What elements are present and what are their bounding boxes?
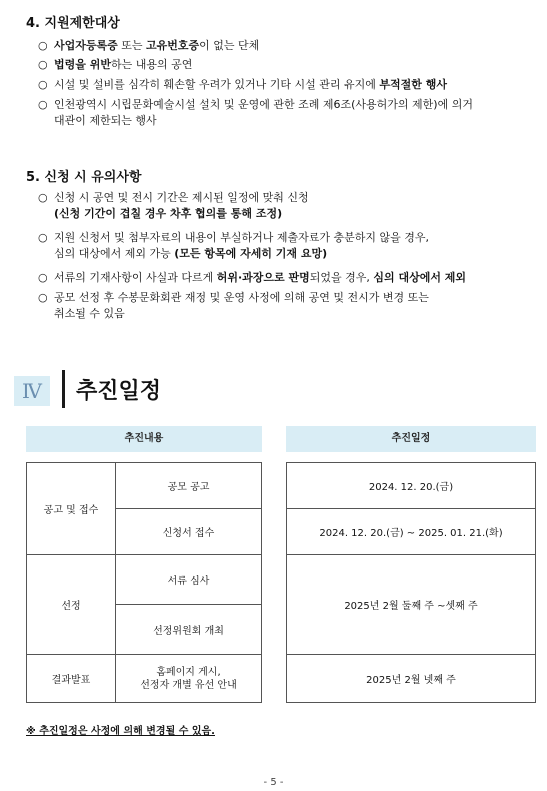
item-bold: (신청 기간이 겹칠 경우 차후 협의를 통해 조정) (54, 207, 283, 220)
chapter-title: 추진일정 (76, 379, 162, 404)
item-bold: 사업자등록증 (54, 39, 118, 52)
item-text: 또는 (117, 39, 147, 52)
circle-bullet-icon: ○ (38, 231, 48, 244)
item-text: 시설 및 설비를 심각히 훼손할 우려가 있거나 기타 시설 관리 유지에 (54, 78, 380, 91)
list-item (38, 290, 429, 322)
table-cell: 선정위원회 개최 (116, 605, 262, 655)
table-cell: 신청서 접수 (116, 509, 262, 555)
page-number: - 5 - (263, 777, 284, 788)
item-text: 공모 선정 후 수봉문화회관 재정 및 운영 사정에 의해 공연 및 전시가 변경 또는 (54, 291, 429, 304)
item-text: 심의 대상에서 제외 가능 (54, 247, 175, 260)
circle-bullet-icon: ○ (38, 271, 48, 284)
item-text: 이 없는 단체 (199, 39, 260, 52)
table-group-label: 결과발표 (27, 655, 116, 703)
schedule-dates-table (286, 462, 536, 703)
list-item (38, 97, 473, 129)
circle-bullet-icon: ○ (38, 191, 48, 204)
section-5-title: 5. 신청 시 유의사항 (26, 170, 142, 185)
chapter-number: Ⅳ (14, 376, 50, 406)
schedule-note: ※ 추진일정은 사정에 의해 변경될 수 있음. (26, 726, 215, 737)
item-text: 대관이 제한되는 행사 (54, 114, 157, 127)
table-group-label: 선정 (27, 555, 116, 655)
table-cell: 홈페이지 게시, 선정자 개별 유선 안내 (116, 655, 262, 703)
item-bold: 부적절한 행사 (379, 78, 447, 91)
item-text: 되었을 경우, (309, 271, 374, 284)
section-4-title: 4. 지원제한대상 (26, 16, 120, 31)
item-text: 하는 내용의 공연 (110, 58, 193, 71)
list-item (38, 190, 309, 222)
table-cell: 서류 심사 (116, 555, 262, 605)
item-text: 지원 신청서 및 첨부자료의 내용이 부실하거나 제출자료가 충분하지 않을 경우, (54, 231, 429, 244)
list-item (38, 230, 429, 262)
circle-bullet-icon: ○ (38, 291, 48, 304)
circle-bullet-icon: ○ (38, 98, 48, 111)
schedule-header-content: 추진내용 (26, 426, 262, 452)
item-bold: (모든 항목에 자세히 기재 요망) (174, 247, 328, 260)
table-cell: 2024. 12. 20.(금) ~ 2025. 01. 21.(화) (287, 509, 536, 555)
list-item (38, 77, 447, 93)
table-cell: 2024. 12. 20.(금) (287, 463, 536, 509)
table-group-label: 공고 및 접수 (27, 463, 116, 555)
schedule-header-dates: 추진일정 (286, 426, 536, 452)
table-cell: 2025년 2월 넷째 주 (287, 655, 536, 703)
list-item (38, 270, 466, 286)
item-text: 인천광역시 시립문화예술시설 설치 및 운영에 관한 조례 제6조(사용허가의 제한)에 의거 (54, 98, 473, 111)
table-cell: 2025년 2월 둘째 주 ~셋째 주 (287, 555, 536, 655)
item-text: 서류의 기재사항이 사실과 다르게 (54, 271, 217, 284)
table-cell: 공모 공고 (116, 463, 262, 509)
list-item (38, 57, 192, 73)
list-item (38, 38, 259, 54)
item-text: 취소될 수 있음 (54, 307, 125, 320)
circle-bullet-icon: ○ (38, 78, 48, 91)
item-bold: 허위·과장으로 판명 (216, 271, 310, 284)
circle-bullet-icon: ○ (38, 58, 48, 71)
schedule-content-table (26, 462, 262, 703)
item-bold: 법령을 위반 (54, 58, 111, 71)
item-bold: 고유번호증 (146, 39, 200, 52)
item-bold: 심의 대상에서 제외 (373, 271, 467, 284)
circle-bullet-icon: ○ (38, 39, 48, 52)
item-text: 신청 시 공연 및 전시 기간은 제시된 일정에 맞춰 신청 (54, 191, 309, 204)
chapter-divider (62, 370, 65, 408)
